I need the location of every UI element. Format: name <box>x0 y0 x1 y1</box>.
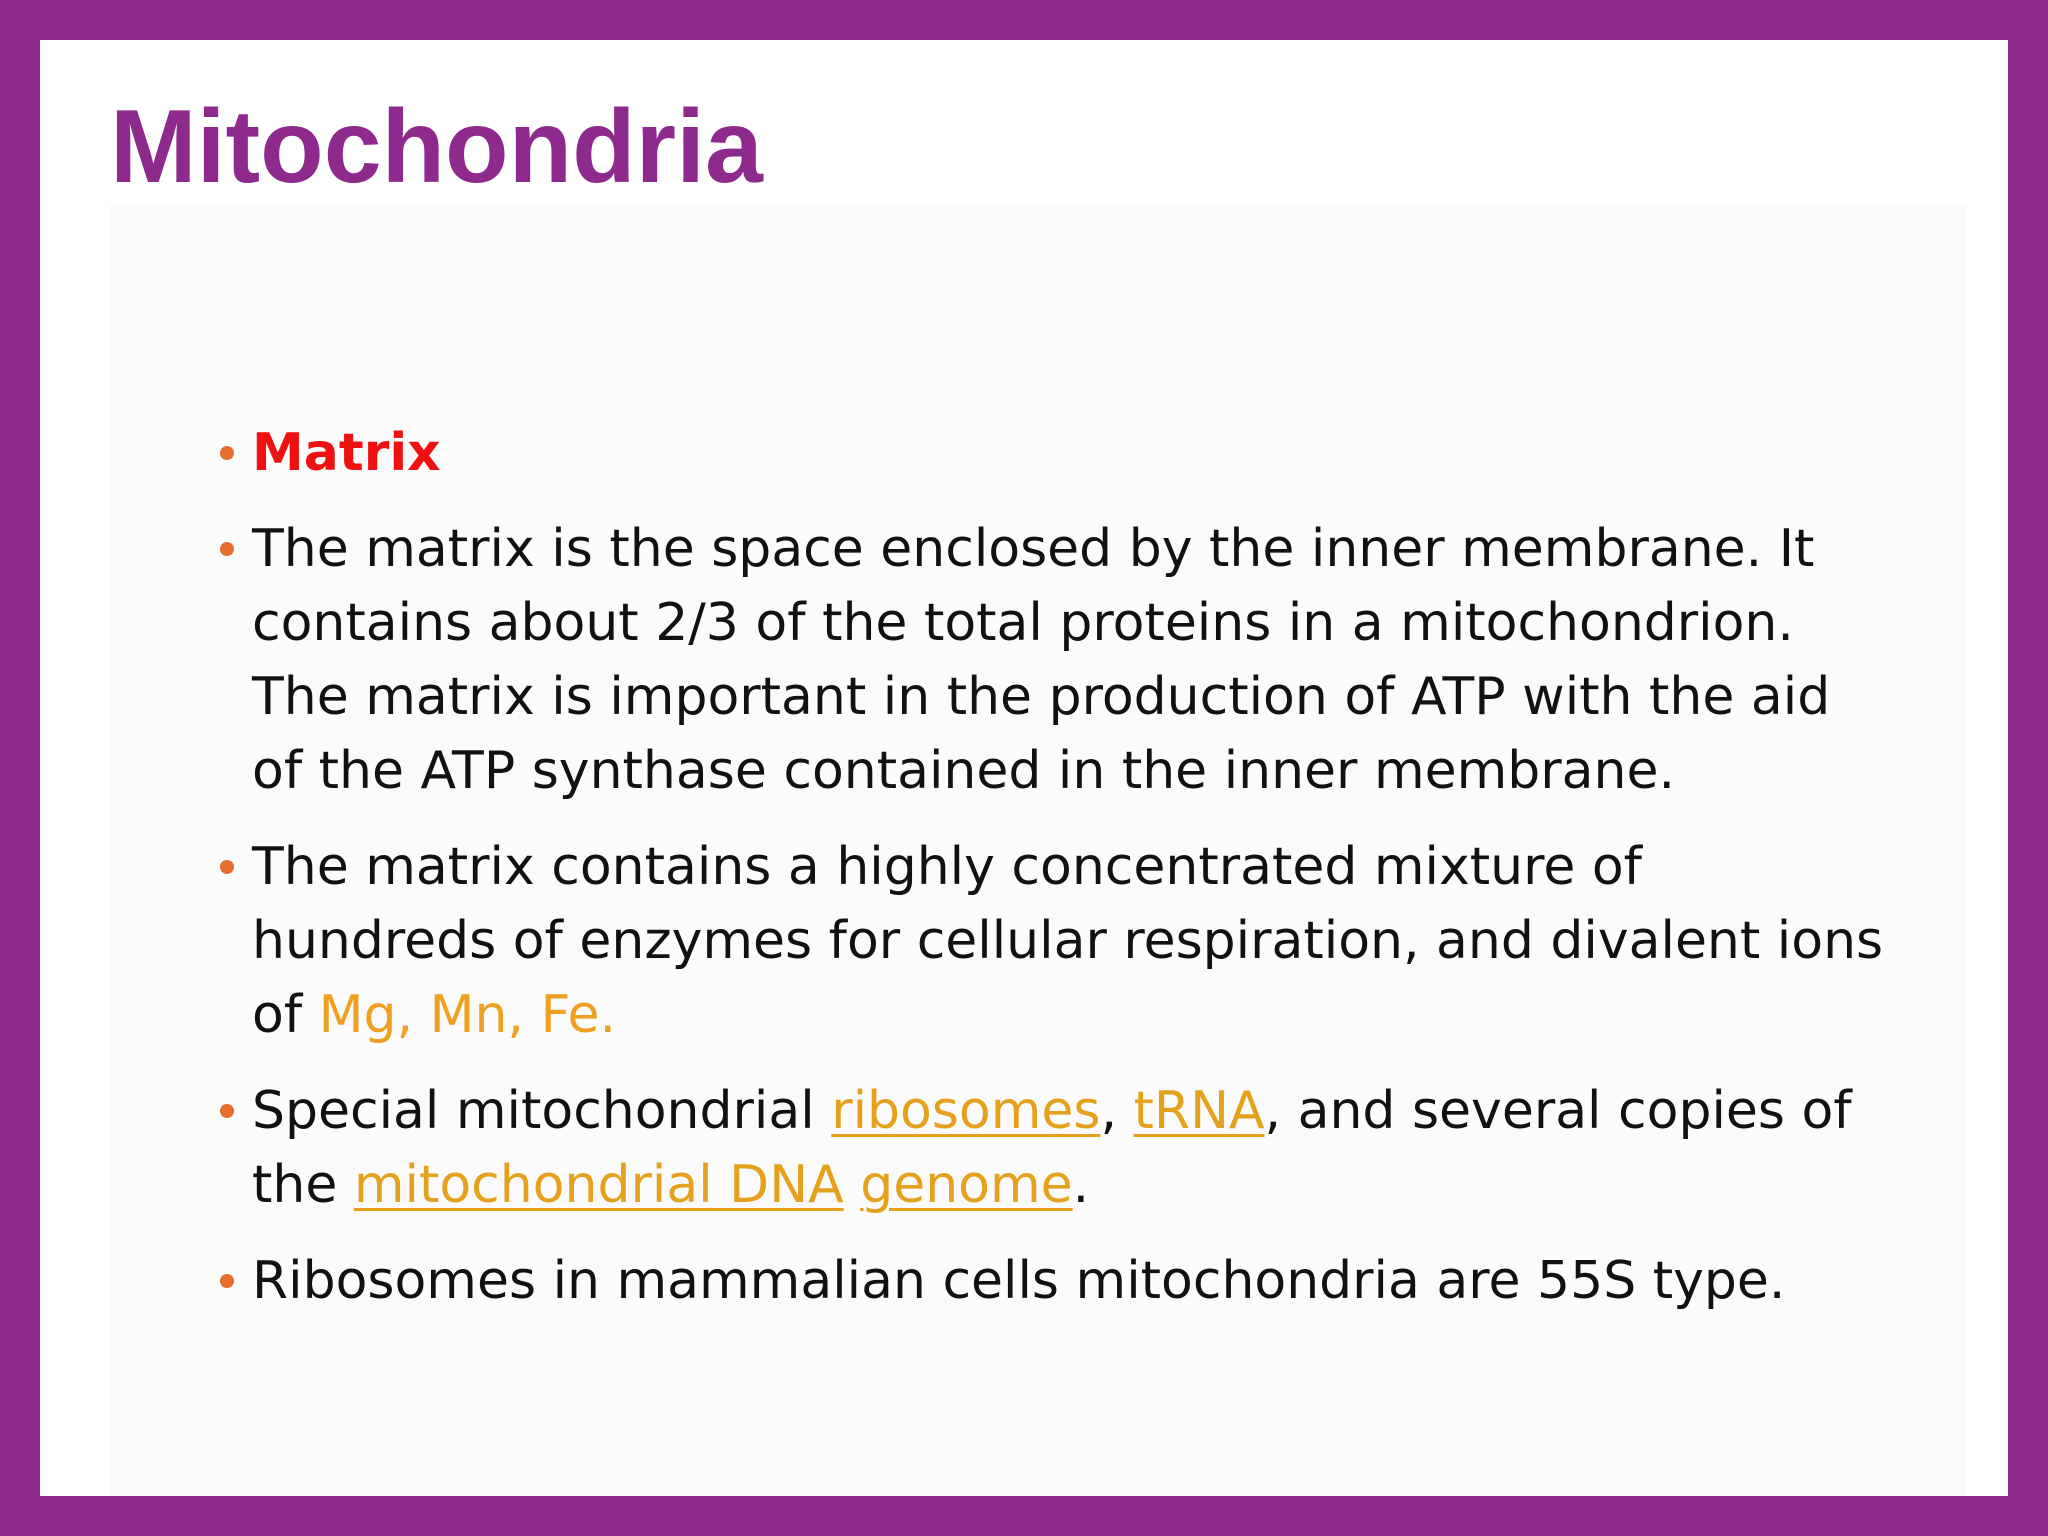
bullet-matrix-contents <box>220 830 1890 1052</box>
bullet-dot-icon <box>220 446 234 460</box>
bullet-matrix-definition <box>220 512 1890 808</box>
bullet-dot-icon <box>220 542 234 556</box>
bullet-text: The matrix contains a highly concentrated mixture of hundreds of enzymes for cellular respiration, and divalent ions of <box>252 837 1884 1045</box>
bullet-text: Ribosomes in mammalian cells mitochondria are 55S type. <box>252 1251 1786 1311</box>
bullet-text: The matrix is the space enclosed by the inner membrane. It contains about 2/3 of the total proteins in a mitochondrion. The matrix is important in the production of ATP with the aid of the ATP synthase contained in the inner membrane. <box>252 519 1831 801</box>
bullet-special-ribosomes <box>220 1074 1890 1222</box>
divalent-ions-highlight: Mg, Mn, Fe. <box>318 985 617 1045</box>
ribosomes-link[interactable]: ribosomes <box>831 1081 1101 1141</box>
bullet-dot-icon <box>220 1274 234 1288</box>
bullet-text <box>844 1155 861 1215</box>
bullet-dot-icon <box>220 1104 234 1118</box>
bullet-text: , <box>1100 1081 1134 1141</box>
bullet-list <box>220 416 1890 1340</box>
bullet-text: , and several copies of the <box>252 1081 1852 1215</box>
genome-link[interactable]: genome <box>860 1155 1073 1215</box>
bullet-dot-icon <box>220 860 234 874</box>
bullet-ribosome-type <box>220 1244 1890 1318</box>
slide <box>40 40 2008 1496</box>
matrix-heading: Matrix <box>252 423 441 483</box>
trna-link[interactable]: tRNA <box>1133 1081 1265 1141</box>
mitochondrial-dna-link[interactable]: mitochondrial DNA <box>353 1155 844 1215</box>
bullet-matrix-heading <box>220 416 1890 490</box>
slide-title: Mitochondria <box>110 89 763 205</box>
bullet-text: . <box>1072 1155 1090 1215</box>
bullet-text: Special mitochondrial <box>252 1081 832 1141</box>
